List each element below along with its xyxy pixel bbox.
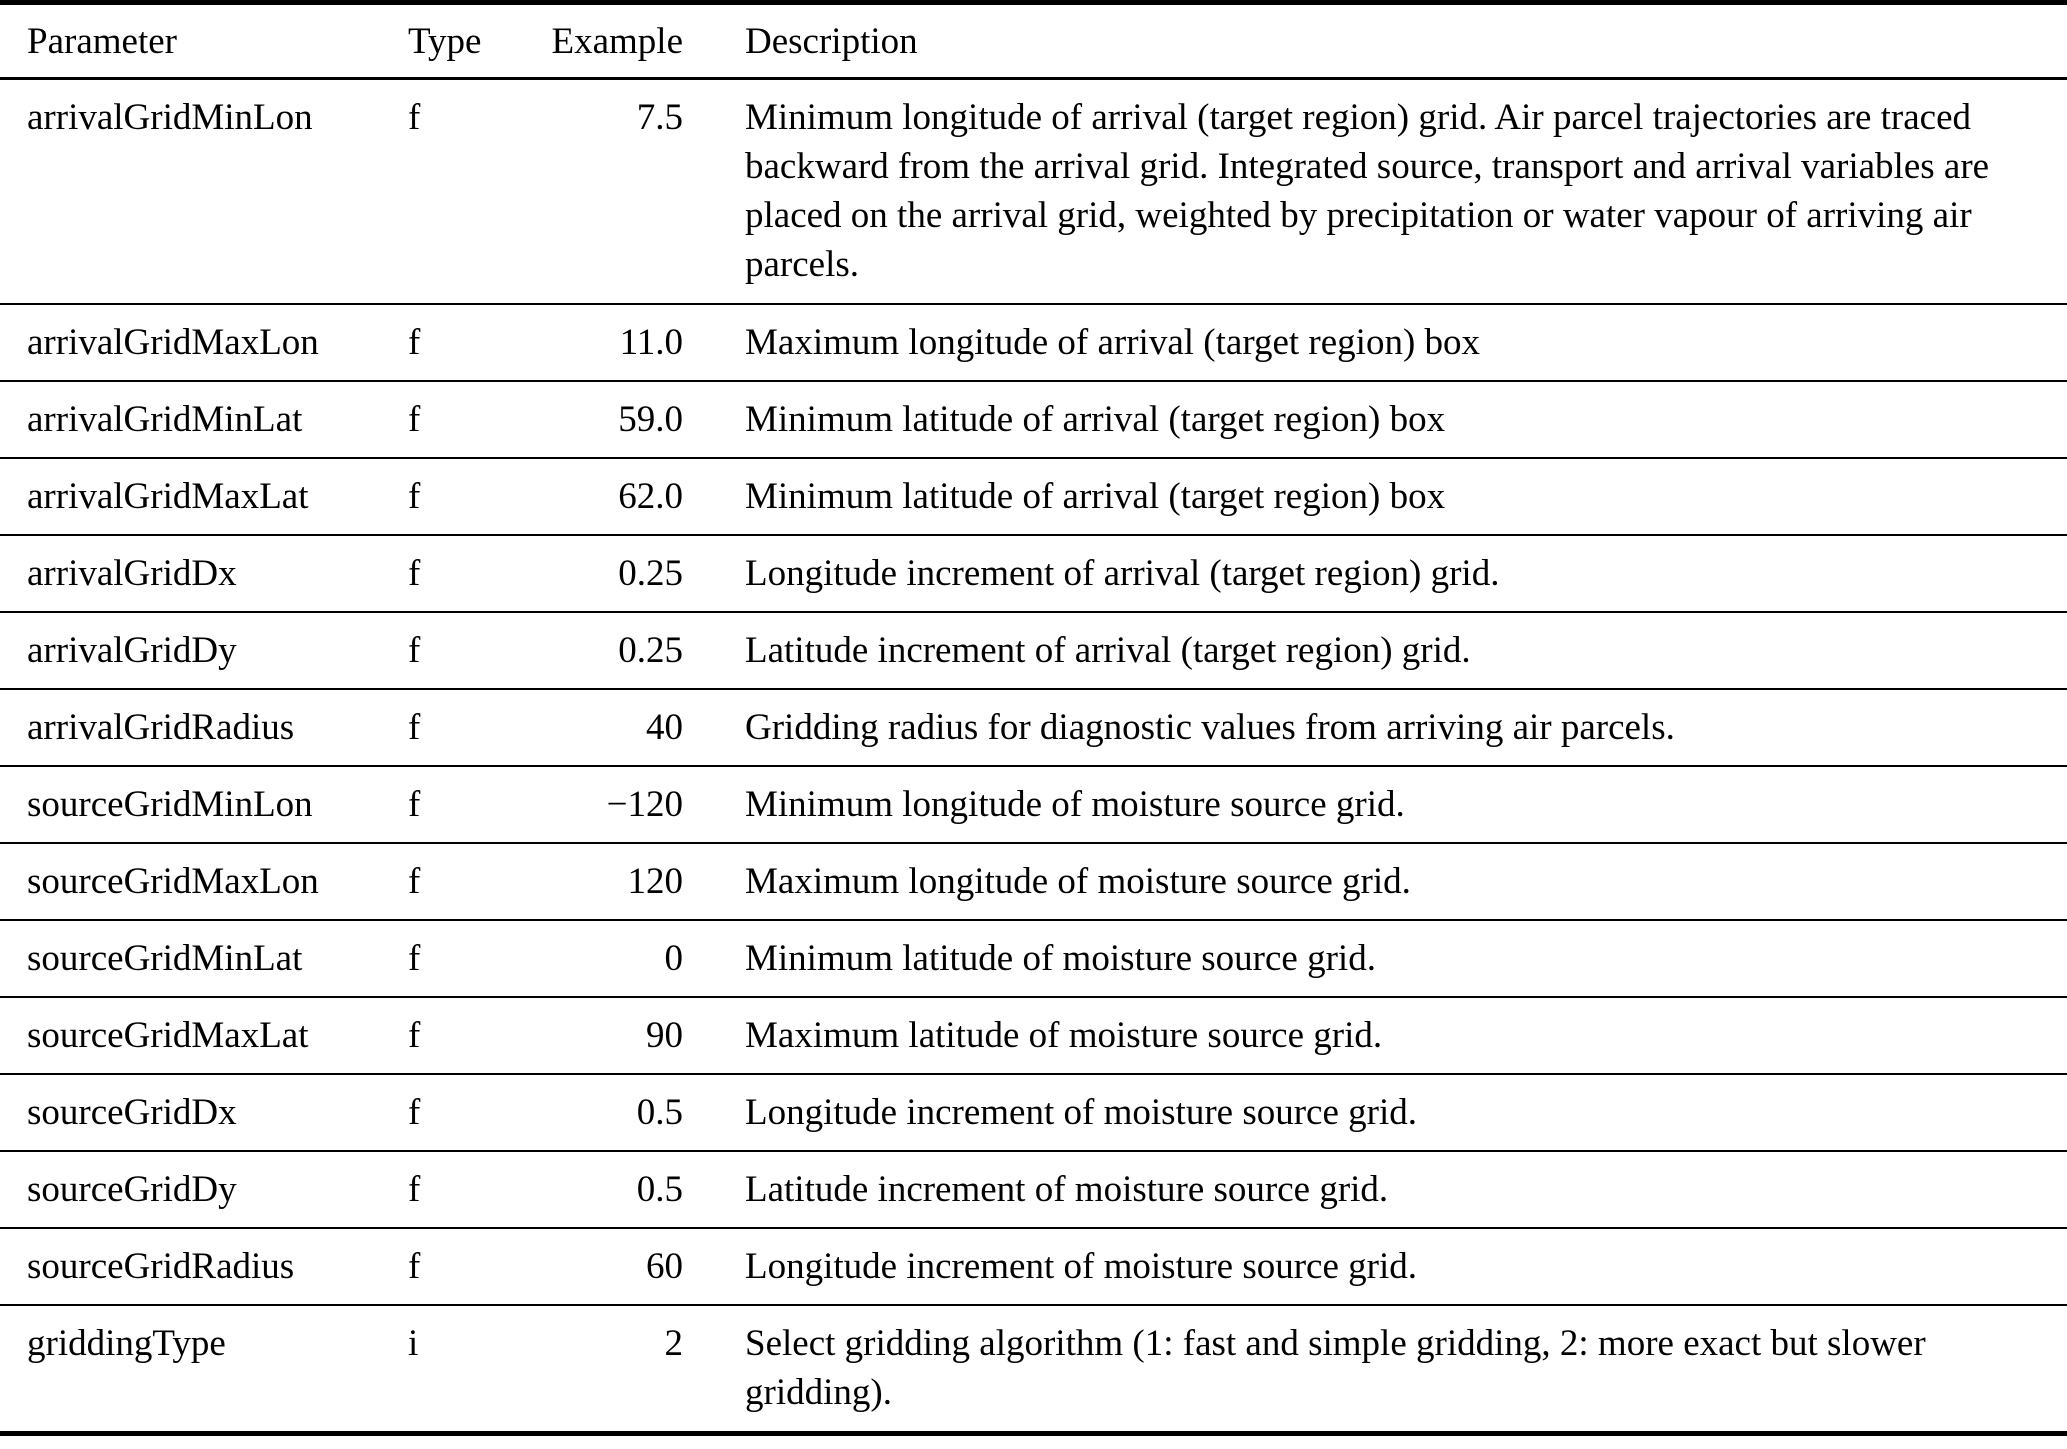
cell-example: 0	[545, 920, 683, 997]
cell-description: Maximum longitude of arrival (target region) box	[683, 304, 2067, 381]
column-header-parameter: Parameter	[0, 3, 408, 79]
cell-example: 0.25	[545, 535, 683, 612]
cell-description: Minimum latitude of arrival (target region) box	[683, 381, 2067, 458]
cell-example: −120	[545, 766, 683, 843]
cell-description: Longitude increment of moisture source grid.	[683, 1074, 2067, 1151]
table-header	[0, 3, 2067, 79]
table-row	[0, 79, 2067, 305]
cell-type: f	[408, 1151, 545, 1228]
cell-example: 90	[545, 997, 683, 1074]
table-row	[0, 1305, 2067, 1434]
cell-type: i	[408, 1305, 545, 1434]
cell-parameter: sourceGridDx	[0, 1074, 408, 1151]
cell-type: f	[408, 843, 545, 920]
cell-type: f	[408, 920, 545, 997]
cell-description: Select gridding algorithm (1: fast and simple gridding, 2: more exact but slower gridding).	[683, 1305, 2067, 1434]
cell-example: 11.0	[545, 304, 683, 381]
cell-type: f	[408, 1074, 545, 1151]
cell-description: Latitude increment of arrival (target region) grid.	[683, 612, 2067, 689]
cell-parameter: arrivalGridMaxLat	[0, 458, 408, 535]
cell-example: 60	[545, 1228, 683, 1305]
table-row	[0, 1151, 2067, 1228]
cell-description: Gridding radius for diagnostic values from arriving air parcels.	[683, 689, 2067, 766]
table-row	[0, 920, 2067, 997]
cell-parameter: sourceGridMinLon	[0, 766, 408, 843]
cell-type: f	[408, 689, 545, 766]
cell-type: f	[408, 97, 421, 138]
table-row	[0, 1228, 2067, 1305]
table-row	[0, 997, 2067, 1074]
cell-parameter: arrivalGridDy	[0, 612, 408, 689]
cell-parameter: arrivalGridMinLon	[27, 97, 313, 138]
cell-parameter: sourceGridMaxLon	[0, 843, 408, 920]
cell-description: Minimum longitude of moisture source grid.	[683, 766, 2067, 843]
cell-description: Latitude increment of moisture source grid.	[683, 1151, 2067, 1228]
table-row	[0, 843, 2067, 920]
column-header-type: Type	[408, 3, 545, 79]
cell-type: f	[408, 1228, 545, 1305]
cell-type: f	[408, 997, 545, 1074]
cell-type: f	[408, 535, 545, 612]
cell-example: 0.25	[545, 612, 683, 689]
cell-parameter: arrivalGridMinLat	[0, 381, 408, 458]
cell-type: f	[408, 458, 545, 535]
cell-parameter: griddingType	[0, 1305, 408, 1434]
cell-parameter: sourceGridMaxLat	[0, 997, 408, 1074]
cell-description: Longitude increment of moisture source grid.	[683, 1228, 2067, 1305]
cell-description: Minimum longitude of arrival (target region) grid. Air parcel trajectories are traced backward from the arrival grid. Integrated source, transport and arrival variables are placed on the arrival grid, weighted by precipitation or water vapour of arriving air parcels.	[745, 97, 1990, 285]
column-header-example: Example	[545, 3, 683, 79]
cell-description: Maximum longitude of moisture source grid.	[683, 843, 2067, 920]
table-row	[0, 304, 2067, 381]
table-row	[0, 766, 2067, 843]
cell-example: 59.0	[545, 381, 683, 458]
cell-parameter: arrivalGridDx	[0, 535, 408, 612]
cell-example: 2	[545, 1305, 683, 1434]
table-row	[0, 535, 2067, 612]
cell-description: Minimum latitude of arrival (target region) box	[683, 458, 2067, 535]
cell-parameter: sourceGridMinLat	[0, 920, 408, 997]
cell-example: 0.5	[545, 1151, 683, 1228]
table-body	[0, 79, 2067, 1434]
cell-description: Minimum latitude of moisture source grid.	[683, 920, 2067, 997]
cell-example: 7.5	[636, 97, 683, 138]
table-row	[0, 612, 2067, 689]
header-row	[0, 3, 2067, 79]
cell-example: 62.0	[545, 458, 683, 535]
cell-parameter: sourceGridDy	[0, 1151, 408, 1228]
table-row	[0, 381, 2067, 458]
cell-type: f	[408, 381, 545, 458]
cell-parameter: arrivalGridRadius	[0, 689, 408, 766]
cell-parameter: arrivalGridMaxLon	[0, 304, 408, 381]
cell-parameter: sourceGridRadius	[0, 1228, 408, 1305]
table-row	[0, 689, 2067, 766]
cell-type: f	[408, 612, 545, 689]
cell-type: f	[408, 766, 545, 843]
cell-description: Maximum latitude of moisture source grid.	[683, 997, 2067, 1074]
cell-type: f	[408, 304, 545, 381]
table-row	[0, 1074, 2067, 1151]
cell-example: 40	[545, 689, 683, 766]
cell-example: 120	[545, 843, 683, 920]
column-header-description: Description	[683, 3, 2067, 79]
cell-description: Longitude increment of arrival (target region) grid.	[683, 535, 2067, 612]
table-row	[0, 458, 2067, 535]
cell-example: 0.5	[545, 1074, 683, 1151]
